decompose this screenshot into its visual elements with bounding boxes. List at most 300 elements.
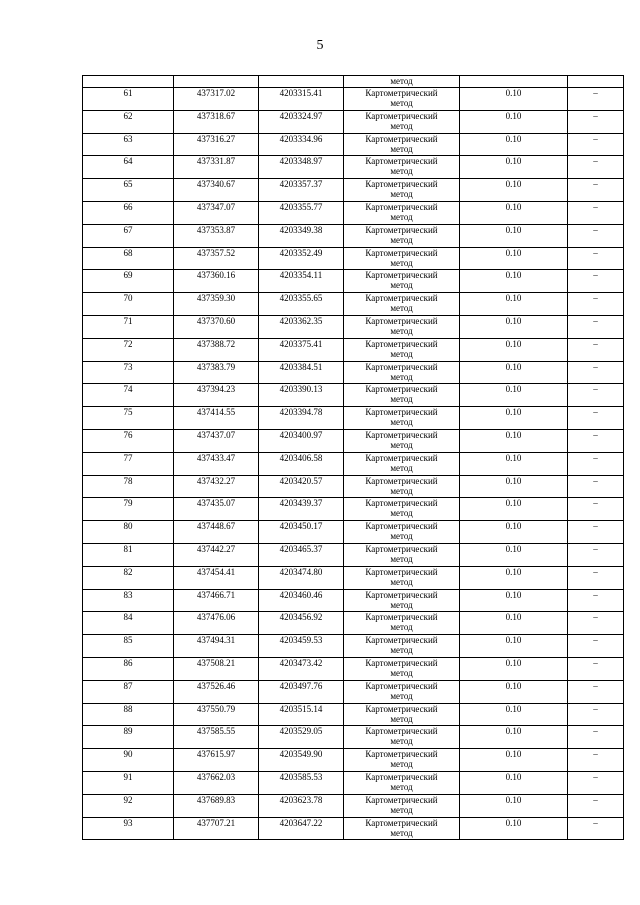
accuracy-cell: 0.10	[460, 566, 568, 589]
method-line-2: метод	[390, 827, 413, 838]
point-number-cell: 91	[83, 771, 174, 794]
x-coordinate-cell: 437340.67	[174, 179, 259, 202]
x-coordinate-cell: 437331.87	[174, 156, 259, 179]
table-row	[83, 407, 624, 430]
method-cell	[344, 726, 460, 749]
method-line-1: Картометрический	[365, 384, 438, 395]
method-line-1: Картометрический	[365, 361, 438, 372]
method-line-1: Картометрический	[365, 521, 438, 532]
cell-empty	[174, 76, 259, 88]
accuracy-cell: 0.10	[460, 338, 568, 361]
point-number-cell: 61	[83, 88, 174, 111]
method-line-2: метод	[390, 781, 413, 792]
method-cell	[344, 794, 460, 817]
method-line-2: метод	[390, 645, 413, 656]
method-cell	[344, 521, 460, 544]
note-cell: –	[568, 452, 624, 475]
method-line-1: Картометрический	[365, 179, 438, 190]
point-number-cell: 63	[83, 133, 174, 156]
method-cell	[344, 703, 460, 726]
method-line-1: Картометрический	[365, 88, 438, 98]
y-coordinate-cell: 4203357.37	[259, 179, 344, 202]
method-cell	[344, 315, 460, 338]
method-cell	[344, 543, 460, 566]
y-coordinate-cell: 4203362.35	[259, 315, 344, 338]
accuracy-cell: 0.10	[460, 817, 568, 840]
y-coordinate-cell: 4203456.92	[259, 612, 344, 635]
cell-empty	[83, 76, 174, 88]
point-number-cell: 81	[83, 543, 174, 566]
method-line-2: метод	[390, 553, 413, 564]
x-coordinate-cell: 437442.27	[174, 543, 259, 566]
note-cell: –	[568, 612, 624, 635]
y-coordinate-cell: 4203355.77	[259, 201, 344, 224]
point-number-cell: 67	[83, 224, 174, 247]
table-row	[83, 384, 624, 407]
x-coordinate-cell: 437353.87	[174, 224, 259, 247]
point-number-cell: 65	[83, 179, 174, 202]
x-coordinate-cell: 437388.72	[174, 338, 259, 361]
method-line-1: Картометрический	[365, 338, 438, 349]
point-number-cell: 72	[83, 338, 174, 361]
cell-empty	[259, 76, 344, 88]
method-line-2: метод	[390, 599, 413, 610]
note-cell: –	[568, 703, 624, 726]
note-cell: –	[568, 224, 624, 247]
method-line-1: Картометрический	[365, 407, 438, 418]
y-coordinate-cell: 4203623.78	[259, 794, 344, 817]
method-cell	[344, 429, 460, 452]
accuracy-cell: 0.10	[460, 156, 568, 179]
method-cell	[344, 270, 460, 293]
x-coordinate-cell: 437526.46	[174, 680, 259, 703]
x-coordinate-cell: 437689.83	[174, 794, 259, 817]
method-line-2: метод	[390, 303, 413, 314]
note-cell: –	[568, 88, 624, 111]
point-number-cell: 83	[83, 589, 174, 612]
point-number-cell: 75	[83, 407, 174, 430]
note-cell: –	[568, 566, 624, 589]
point-number-cell: 79	[83, 498, 174, 521]
accuracy-cell: 0.10	[460, 589, 568, 612]
table-row	[83, 749, 624, 772]
method-line-2: метод	[390, 667, 413, 678]
x-coordinate-cell: 437360.16	[174, 270, 259, 293]
accuracy-cell: 0.10	[460, 771, 568, 794]
y-coordinate-cell: 4203515.14	[259, 703, 344, 726]
y-coordinate-cell: 4203497.76	[259, 680, 344, 703]
note-cell: –	[568, 794, 624, 817]
method-line-2: метод	[390, 394, 413, 405]
method-line-2: метод	[390, 211, 413, 222]
method-cell	[344, 566, 460, 589]
x-coordinate-cell: 437437.07	[174, 429, 259, 452]
method-line-2: метод	[390, 690, 413, 701]
method-line-2: метод	[390, 713, 413, 724]
x-coordinate-cell: 437707.21	[174, 817, 259, 840]
method-line-1: Картометрический	[365, 589, 438, 600]
point-number-cell: 86	[83, 657, 174, 680]
method-line-1: Картометрический	[365, 749, 438, 760]
point-number-cell: 87	[83, 680, 174, 703]
y-coordinate-cell: 4203390.13	[259, 384, 344, 407]
table-row	[83, 794, 624, 817]
method-cell	[344, 133, 460, 156]
method-line-2: метод	[390, 234, 413, 245]
y-coordinate-cell: 4203400.97	[259, 429, 344, 452]
method-line-1: Картометрический	[365, 726, 438, 737]
table-row	[83, 771, 624, 794]
accuracy-cell: 0.10	[460, 179, 568, 202]
x-coordinate-cell: 437494.31	[174, 635, 259, 658]
x-coordinate-cell: 437432.27	[174, 475, 259, 498]
y-coordinate-cell: 4203352.49	[259, 247, 344, 270]
table-row	[83, 338, 624, 361]
method-line-1: Картометрический	[365, 201, 438, 212]
table-row	[83, 315, 624, 338]
point-number-cell: 93	[83, 817, 174, 840]
point-number-cell: 62	[83, 110, 174, 133]
method-cell	[344, 475, 460, 498]
y-coordinate-cell: 4203324.97	[259, 110, 344, 133]
x-coordinate-cell: 437466.71	[174, 589, 259, 612]
note-cell: –	[568, 361, 624, 384]
point-number-cell: 90	[83, 749, 174, 772]
y-coordinate-cell: 4203450.17	[259, 521, 344, 544]
continuation-row	[83, 76, 624, 88]
method-line-2: метод	[390, 166, 413, 177]
method-line-2: метод	[390, 736, 413, 747]
accuracy-cell: 0.10	[460, 361, 568, 384]
method-cell	[344, 657, 460, 680]
method-cell	[344, 247, 460, 270]
point-number-cell: 66	[83, 201, 174, 224]
point-number-cell: 82	[83, 566, 174, 589]
method-cell	[344, 201, 460, 224]
y-coordinate-cell: 4203348.97	[259, 156, 344, 179]
method-line-1: Картометрический	[365, 680, 438, 691]
point-number-cell: 77	[83, 452, 174, 475]
accuracy-cell: 0.10	[460, 110, 568, 133]
note-cell: –	[568, 429, 624, 452]
method-line-1: Картометрический	[365, 657, 438, 668]
method-line-2: метод	[390, 508, 413, 519]
note-cell: –	[568, 498, 624, 521]
table-row	[83, 703, 624, 726]
table-row	[83, 817, 624, 840]
note-cell: –	[568, 110, 624, 133]
method-cell	[344, 771, 460, 794]
method-line-1: Картометрический	[365, 703, 438, 714]
table-row	[83, 179, 624, 202]
accuracy-cell: 0.10	[460, 543, 568, 566]
method-line-2: метод	[390, 622, 413, 633]
x-coordinate-cell: 437383.79	[174, 361, 259, 384]
y-coordinate-cell: 4203473.42	[259, 657, 344, 680]
method-line-2: метод	[390, 280, 413, 291]
y-coordinate-cell: 4203459.53	[259, 635, 344, 658]
note-cell: –	[568, 749, 624, 772]
accuracy-cell: 0.10	[460, 749, 568, 772]
accuracy-cell: 0.10	[460, 726, 568, 749]
method-line-1: Картометрический	[365, 566, 438, 577]
note-cell: –	[568, 475, 624, 498]
y-coordinate-cell: 4203384.51	[259, 361, 344, 384]
method-line-1: Картометрический	[365, 156, 438, 167]
method-line-1: Картометрический	[365, 110, 438, 121]
point-number-cell: 71	[83, 315, 174, 338]
method-line-2: метод	[390, 462, 413, 473]
table-row	[83, 475, 624, 498]
y-coordinate-cell: 4203529.05	[259, 726, 344, 749]
method-line-2: метод	[390, 804, 413, 815]
method-line-1: Картометрический	[365, 498, 438, 509]
method-line-2: метод	[390, 143, 413, 154]
note-cell: –	[568, 156, 624, 179]
method-line-1: Картометрический	[365, 452, 438, 463]
table-row	[83, 566, 624, 589]
method-cell	[344, 361, 460, 384]
method-line-1: Картометрический	[365, 293, 438, 304]
method-cell	[344, 817, 460, 840]
accuracy-cell: 0.10	[460, 315, 568, 338]
note-cell: –	[568, 726, 624, 749]
note-cell: –	[568, 771, 624, 794]
x-coordinate-cell: 437347.07	[174, 201, 259, 224]
note-cell: –	[568, 635, 624, 658]
point-number-cell: 88	[83, 703, 174, 726]
page-number: 5	[316, 38, 324, 53]
y-coordinate-cell: 4203465.37	[259, 543, 344, 566]
method-line-2: метод	[390, 576, 413, 587]
note-cell: –	[568, 293, 624, 316]
accuracy-cell: 0.10	[460, 452, 568, 475]
method-line-1: Картометрический	[365, 270, 438, 281]
note-cell: –	[568, 315, 624, 338]
accuracy-cell: 0.10	[460, 201, 568, 224]
coordinates-table-body	[83, 76, 624, 840]
table-row	[83, 88, 624, 111]
method-cell	[344, 680, 460, 703]
y-coordinate-cell: 4203549.90	[259, 749, 344, 772]
point-number-cell: 76	[83, 429, 174, 452]
method-cell	[344, 88, 460, 111]
method-line-2: метод	[390, 325, 413, 336]
point-number-cell: 78	[83, 475, 174, 498]
note-cell: –	[568, 589, 624, 612]
note-cell: –	[568, 680, 624, 703]
method-line-2: метод	[390, 189, 413, 200]
coordinates-table	[82, 75, 624, 840]
method-cell	[344, 156, 460, 179]
method-cell	[344, 293, 460, 316]
x-coordinate-cell: 437359.30	[174, 293, 259, 316]
method-line-2: метод	[390, 371, 413, 382]
table-row	[83, 156, 624, 179]
method-line-2: метод	[390, 531, 413, 542]
point-number-cell: 70	[83, 293, 174, 316]
note-cell: –	[568, 817, 624, 840]
y-coordinate-cell: 4203585.53	[259, 771, 344, 794]
table-row	[83, 726, 624, 749]
note-cell: –	[568, 270, 624, 293]
y-coordinate-cell: 4203334.96	[259, 133, 344, 156]
table-row	[83, 224, 624, 247]
note-cell: –	[568, 201, 624, 224]
x-coordinate-cell: 437394.23	[174, 384, 259, 407]
table-row	[83, 543, 624, 566]
method-line-2: метод	[390, 417, 413, 428]
point-number-cell: 69	[83, 270, 174, 293]
y-coordinate-cell: 4203406.58	[259, 452, 344, 475]
y-coordinate-cell: 4203460.46	[259, 589, 344, 612]
y-coordinate-cell: 4203349.38	[259, 224, 344, 247]
table-row	[83, 589, 624, 612]
y-coordinate-cell: 4203439.37	[259, 498, 344, 521]
table-row	[83, 612, 624, 635]
accuracy-cell: 0.10	[460, 224, 568, 247]
y-coordinate-cell: 4203474.80	[259, 566, 344, 589]
method-line-1: Картометрический	[365, 635, 438, 646]
method-line-1: Картометрический	[365, 429, 438, 440]
x-coordinate-cell: 437550.79	[174, 703, 259, 726]
method-cell	[344, 589, 460, 612]
table-row	[83, 521, 624, 544]
x-coordinate-cell: 437316.27	[174, 133, 259, 156]
x-coordinate-cell: 437433.47	[174, 452, 259, 475]
accuracy-cell: 0.10	[460, 384, 568, 407]
note-cell: –	[568, 543, 624, 566]
x-coordinate-cell: 437370.60	[174, 315, 259, 338]
method-line-1: Картометрический	[365, 543, 438, 554]
point-number-cell: 84	[83, 612, 174, 635]
method-line-2: метод	[390, 485, 413, 496]
note-cell: –	[568, 133, 624, 156]
note-cell: –	[568, 384, 624, 407]
method-line-1: Картометрический	[365, 247, 438, 258]
y-coordinate-cell: 4203315.41	[259, 88, 344, 111]
point-number-cell: 85	[83, 635, 174, 658]
point-number-cell: 73	[83, 361, 174, 384]
table-row	[83, 361, 624, 384]
y-coordinate-cell: 4203355.65	[259, 293, 344, 316]
method-line-1: Картометрический	[365, 771, 438, 782]
method-line-2: метод	[390, 759, 413, 770]
note-cell: –	[568, 338, 624, 361]
note-cell: –	[568, 657, 624, 680]
cell-empty	[568, 76, 624, 88]
x-coordinate-cell: 437508.21	[174, 657, 259, 680]
table-row	[83, 110, 624, 133]
x-coordinate-cell: 437414.55	[174, 407, 259, 430]
accuracy-cell: 0.10	[460, 498, 568, 521]
accuracy-cell: 0.10	[460, 612, 568, 635]
table-row	[83, 270, 624, 293]
x-coordinate-cell: 437357.52	[174, 247, 259, 270]
accuracy-cell: 0.10	[460, 407, 568, 430]
method-line-2: метод	[390, 348, 413, 359]
x-coordinate-cell: 437476.06	[174, 612, 259, 635]
y-coordinate-cell: 4203394.78	[259, 407, 344, 430]
accuracy-cell: 0.10	[460, 247, 568, 270]
method-line-1: Картометрический	[365, 315, 438, 326]
method-cell	[344, 384, 460, 407]
note-cell: –	[568, 407, 624, 430]
table-row	[83, 498, 624, 521]
accuracy-cell: 0.10	[460, 794, 568, 817]
accuracy-cell: 0.10	[460, 88, 568, 111]
x-coordinate-cell: 437318.67	[174, 110, 259, 133]
note-cell: –	[568, 521, 624, 544]
y-coordinate-cell: 4203420.57	[259, 475, 344, 498]
method-line-1: Картометрический	[365, 794, 438, 805]
method-cell	[344, 179, 460, 202]
accuracy-cell: 0.10	[460, 270, 568, 293]
table-row	[83, 429, 624, 452]
note-cell: –	[568, 247, 624, 270]
accuracy-cell: 0.10	[460, 521, 568, 544]
note-cell: –	[568, 179, 624, 202]
method-cell	[344, 498, 460, 521]
x-coordinate-cell: 437615.97	[174, 749, 259, 772]
method-line-1: Картометрический	[365, 475, 438, 486]
x-coordinate-cell: 437662.03	[174, 771, 259, 794]
point-number-cell: 89	[83, 726, 174, 749]
method-cell	[344, 452, 460, 475]
y-coordinate-cell: 4203647.22	[259, 817, 344, 840]
table-row	[83, 201, 624, 224]
table-row	[83, 452, 624, 475]
cell-method-continued: метод	[344, 76, 460, 88]
method-line-2: метод	[390, 439, 413, 450]
method-line-2: метод	[390, 98, 413, 108]
accuracy-cell: 0.10	[460, 133, 568, 156]
accuracy-cell: 0.10	[460, 635, 568, 658]
point-number-cell: 64	[83, 156, 174, 179]
method-line-1: Картометрический	[365, 224, 438, 235]
method-line-1: Картометрический	[365, 133, 438, 144]
accuracy-cell: 0.10	[460, 680, 568, 703]
point-number-cell: 74	[83, 384, 174, 407]
x-coordinate-cell: 437448.67	[174, 521, 259, 544]
x-coordinate-cell: 437435.07	[174, 498, 259, 521]
method-cell	[344, 749, 460, 772]
table-row	[83, 635, 624, 658]
accuracy-cell: 0.10	[460, 429, 568, 452]
y-coordinate-cell: 4203354.11	[259, 270, 344, 293]
method-line-2: метод	[390, 257, 413, 268]
method-cell	[344, 338, 460, 361]
method-cell	[344, 407, 460, 430]
method-line-1: Картометрический	[365, 817, 438, 828]
method-cell	[344, 635, 460, 658]
y-coordinate-cell: 4203375.41	[259, 338, 344, 361]
method-cell	[344, 612, 460, 635]
method-line-2: метод	[390, 120, 413, 131]
table-row	[83, 657, 624, 680]
accuracy-cell: 0.10	[460, 657, 568, 680]
point-number-cell: 80	[83, 521, 174, 544]
x-coordinate-cell: 437317.02	[174, 88, 259, 111]
method-cell	[344, 110, 460, 133]
accuracy-cell: 0.10	[460, 293, 568, 316]
method-cell	[344, 224, 460, 247]
table-row	[83, 680, 624, 703]
table-row	[83, 293, 624, 316]
point-number-cell: 68	[83, 247, 174, 270]
table-row	[83, 133, 624, 156]
x-coordinate-cell: 437585.55	[174, 726, 259, 749]
